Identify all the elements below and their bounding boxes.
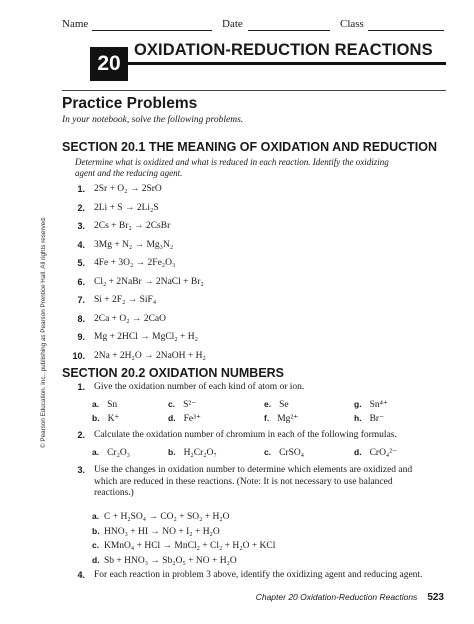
section-20-2-heading: SECTION 20.2 OXIDATION NUMBERS (62, 366, 285, 380)
option-letter: b. (92, 413, 100, 423)
option-item (92, 413, 119, 424)
option-value: CrO₄²⁻ (369, 448, 398, 458)
question-text: Use the changes in oxidation number to determine which elements are oxidized and which are reduced in these reactions. (Note: It is not necessary to use balanced reactions.) (94, 465, 413, 498)
section-20-1-description: Determine what is oxidized and what is reduced in each reaction. Identify the oxidizing agent and the reducing agent. (75, 157, 389, 178)
option-value: Mg²⁺ (277, 414, 299, 424)
option-letter: g. (354, 399, 362, 409)
reaction-number: 9. (77, 332, 85, 343)
q1-options-row-1 (92, 399, 452, 411)
question-number: 3. (77, 465, 85, 475)
class-blank (368, 30, 444, 31)
option-letter: d. (92, 554, 100, 565)
option-value: K⁺ (107, 414, 120, 424)
question-number: 2. (77, 430, 85, 440)
name-blank (92, 30, 212, 31)
reaction-equation: Sb + HNO₃ → Sb₂O₅ + NO + H₂O (104, 555, 237, 566)
q2-options-row (92, 447, 452, 459)
reaction-equation: 2Li + S → 2Li₂S (94, 202, 159, 213)
practice-rule (62, 90, 446, 91)
name-label: Name (62, 18, 89, 30)
reaction-equation: Si + 2F₂ → SiF₄ (94, 295, 157, 306)
option-value: Br⁻ (369, 414, 385, 424)
option-letter: a. (92, 447, 100, 457)
reaction-item (62, 254, 422, 273)
reaction-equation: 2Na + 2H₂O → 2NaOH + H₂ (94, 350, 206, 361)
chapter-title-rule (128, 62, 446, 65)
option-value: Se (279, 400, 289, 410)
copyright-credit: © Pearson Education, Inc., publishing as Pearson Prentice Hall. All rights reserved. (40, 216, 47, 448)
option-item (92, 447, 130, 458)
question-text: Give the oxidation number of each kind of atom or ion. (94, 382, 305, 392)
option-item (264, 399, 289, 410)
option-value: CrSO₄ (279, 448, 305, 458)
q3-reaction-item (92, 511, 432, 526)
chapter-number-box: 20 (90, 47, 128, 81)
reaction-number: 2. (77, 202, 85, 213)
option-item (354, 399, 388, 410)
option-item (168, 413, 201, 424)
question-text: Calculate the oxidation number of chromium in each of the following formulas. (94, 430, 397, 440)
reaction-equation: 3Mg + N₂ → Mg₃N₂ (94, 239, 174, 250)
reaction-equation: 2Cs + Br₂ → 2CsBr (94, 221, 171, 232)
footer-chapter-text: Chapter 20 Oxidation-Reduction Reactions (255, 592, 418, 602)
reaction-item (62, 347, 422, 366)
reaction-equation: Mg + 2HCl → MgCl₂ + H₂ (94, 332, 198, 343)
option-letter: c. (168, 399, 176, 409)
option-item (354, 413, 384, 424)
option-item (264, 413, 298, 424)
option-item (168, 399, 196, 410)
option-value: Sn⁴⁺ (369, 400, 388, 410)
option-value: H₂Cr₂O₇ (183, 448, 217, 458)
option-letter: a. (92, 399, 100, 409)
reaction-number: 7. (77, 295, 85, 306)
reaction-item (62, 217, 422, 236)
reaction-number: 4. (77, 239, 85, 250)
reaction-equation: KMnO₄ + HCl → MnCl₂ + Cl₂ + H₂O + KCl (104, 541, 276, 551)
page-footer (256, 592, 444, 603)
question-number: 1. (77, 382, 85, 392)
practice-problems-title: Practice Problems (62, 95, 198, 112)
chapter-title: OXIDATION-REDUCTION REACTIONS (134, 41, 433, 59)
option-letter: h. (354, 413, 362, 423)
q3-reaction-item (92, 540, 432, 555)
option-letter: e. (264, 399, 272, 409)
reaction-equation: 4Fe + 3O₂ → 2Fe₂O₃ (94, 258, 176, 269)
option-item (354, 447, 397, 458)
name-date-class-header (62, 18, 444, 34)
reaction-number: 6. (77, 276, 85, 287)
option-value: Sn (107, 400, 118, 410)
option-item (264, 447, 304, 458)
date-label: Date (222, 18, 243, 30)
reaction-item (62, 199, 422, 218)
question-text: For each reaction in problem 3 above, identify the oxidizing agent and reducing agent. (94, 570, 423, 580)
option-letter: c. (264, 447, 272, 457)
option-value: Cr₂O₃ (107, 448, 131, 458)
reaction-list (62, 180, 422, 365)
option-letter: c. (92, 540, 100, 550)
reaction-item (62, 291, 422, 310)
option-letter: b. (168, 447, 176, 457)
reaction-number: 3. (77, 221, 85, 232)
option-letter: a. (92, 511, 100, 521)
reaction-item (62, 328, 422, 347)
q1-options-row-2 (92, 413, 452, 425)
q3-reaction-list (92, 511, 432, 569)
reaction-item (62, 273, 422, 292)
page-number: 523 (427, 592, 444, 603)
section-20-1-heading: SECTION 20.1 THE MEANING OF OXIDATION AND REDUCTION (62, 140, 438, 154)
option-value: S²⁻ (183, 400, 197, 410)
reaction-equation: 2Sr + O₂ → 2SrO (94, 184, 162, 194)
date-blank (248, 30, 330, 31)
reaction-equation: C + H₂SO₄ → CO₂ + SO₂ + H₂O (104, 512, 230, 522)
reaction-number: 8. (77, 313, 85, 324)
question-number: 4. (77, 570, 85, 580)
option-value: Fe³⁺ (183, 414, 201, 424)
q3-reaction-item (92, 526, 432, 541)
reaction-equation: 2Ca + O₂ → 2CaO (94, 313, 166, 324)
option-item (168, 447, 217, 458)
q3-reaction-item (92, 555, 432, 570)
option-letter: f. (264, 413, 270, 423)
practice-instructions: In your notebook, solve the following problems. (62, 115, 244, 125)
reaction-number: 10. (72, 350, 85, 361)
option-item (92, 399, 117, 410)
reaction-number: 1. (77, 184, 85, 194)
class-label: Class (340, 18, 364, 30)
option-letter: d. (168, 413, 176, 423)
reaction-item (62, 180, 422, 199)
reaction-equation: Cl₂ + 2NaBr → 2NaCl + Br₂ (94, 276, 204, 287)
reaction-item (62, 236, 422, 255)
option-letter: b. (92, 525, 100, 536)
reaction-equation: HNO₃ + HI → NO + I₂ + H₂O (104, 526, 220, 537)
reaction-item (62, 310, 422, 329)
option-letter: d. (354, 447, 362, 457)
reaction-number: 5. (77, 258, 85, 269)
